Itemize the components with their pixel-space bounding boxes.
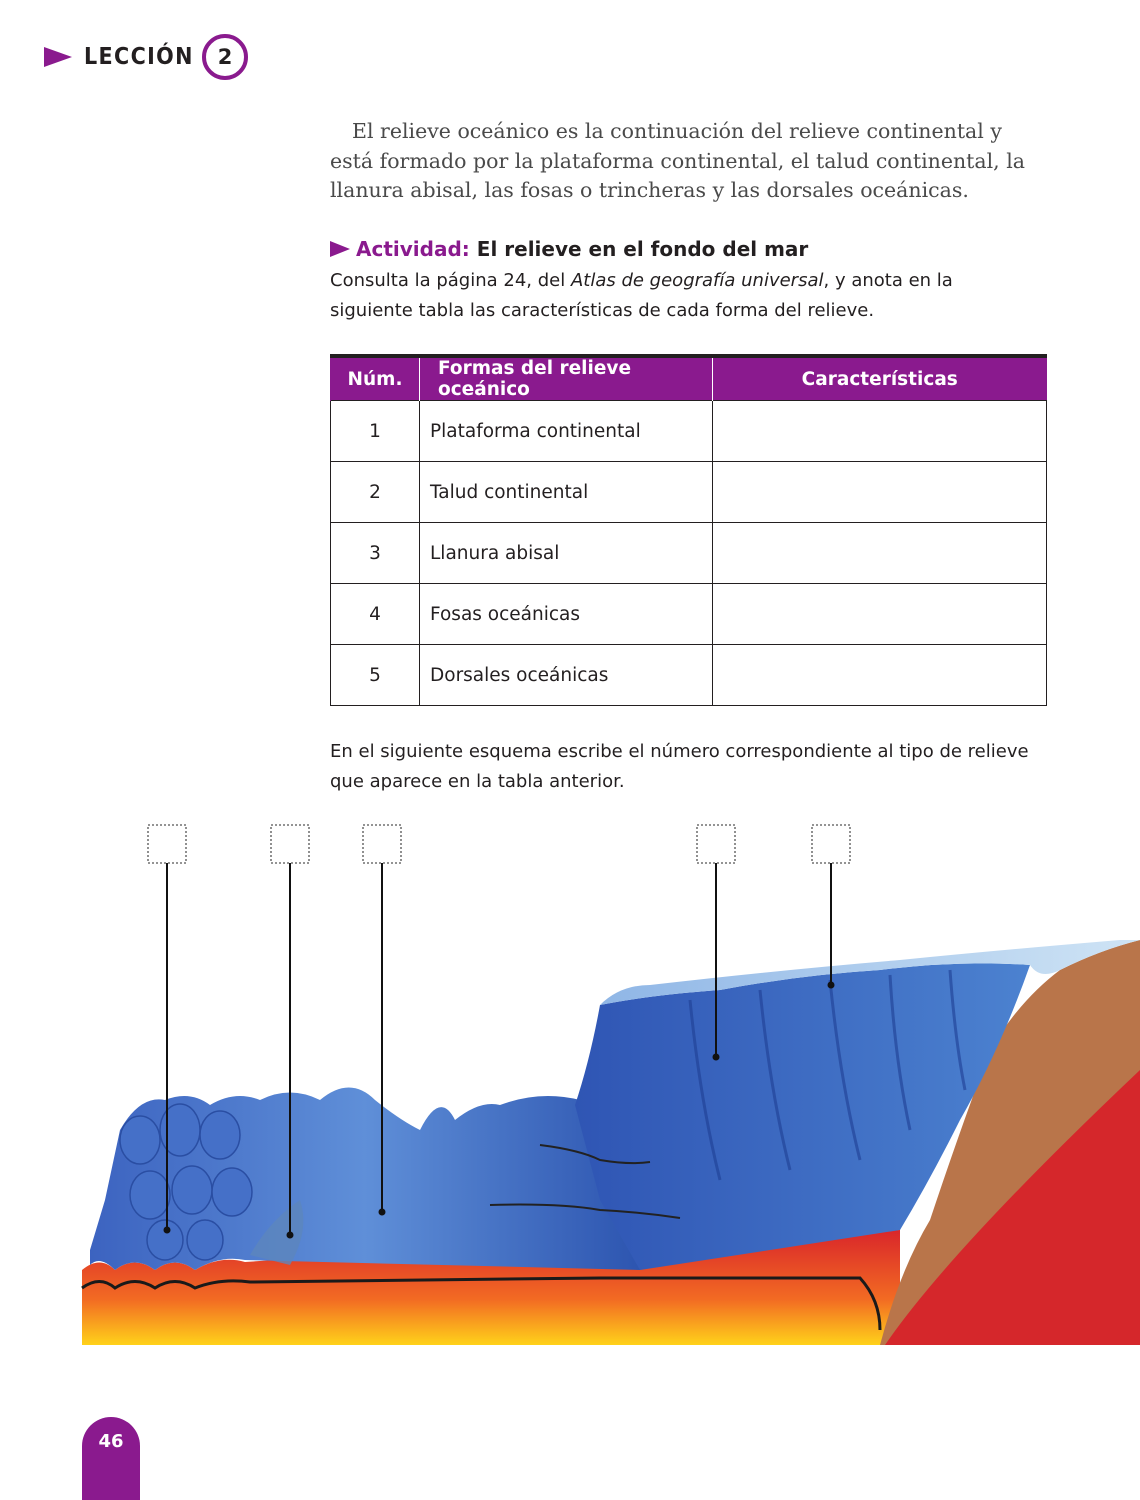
- intro-paragraph: El relieve oceánico es la continuación del relieve continental y está formado por la plataforma continental, el talud continental, la llanura abisal, las fosas o trincheras y las dorsales oceánicas.: [330, 119, 1025, 202]
- characteristics-cell[interactable]: [713, 584, 1047, 645]
- table-row: [331, 401, 1047, 462]
- row-forma: Plataforma continental: [420, 401, 713, 462]
- activity-label: Actividad:: [356, 237, 470, 261]
- table-row: [331, 462, 1047, 523]
- row-num: 5: [331, 645, 420, 706]
- page-number: 46: [98, 1431, 124, 1452]
- header-num: Núm.: [331, 356, 420, 401]
- activity-heading: El relieve en el fondo del mar: [476, 237, 809, 261]
- atlas-title: Atlas de geografía universal: [570, 270, 824, 291]
- table-header-row: [331, 356, 1047, 401]
- row-num: 1: [331, 401, 420, 462]
- relief-table: [330, 354, 1047, 706]
- characteristics-cell[interactable]: [713, 523, 1047, 584]
- row-forma: Fosas oceánicas: [420, 584, 713, 645]
- answer-box[interactable]: [271, 825, 309, 863]
- lesson-word: LECCIÓN: [84, 44, 194, 70]
- row-num: 4: [331, 584, 420, 645]
- table-row: [331, 645, 1047, 706]
- lesson-header: [44, 30, 248, 84]
- activity-title: [330, 237, 808, 261]
- arrow-icon: [330, 241, 350, 257]
- row-num: 3: [331, 523, 420, 584]
- instr-part-1: Consulta la página 24, del: [330, 270, 571, 291]
- ocean-relief-diagram: [0, 800, 1140, 1360]
- answer-box[interactable]: [812, 825, 850, 863]
- row-forma: Talud continental: [420, 462, 713, 523]
- lesson-number: 2: [217, 45, 233, 69]
- answer-box[interactable]: [697, 825, 735, 863]
- answer-boxes: [148, 825, 850, 863]
- header-forma: Formas del relieve oceánico: [420, 356, 713, 401]
- instr-part-2: , y anota en la siguiente tabla las características de cada forma del relieve.: [330, 270, 953, 321]
- header-caracteristicas: Características: [713, 356, 1047, 401]
- row-num: 2: [331, 462, 420, 523]
- answer-box[interactable]: [148, 825, 186, 863]
- activity-instructions: [330, 266, 1040, 325]
- answer-box[interactable]: [363, 825, 401, 863]
- arrow-icon: [44, 47, 72, 67]
- table-row: [331, 523, 1047, 584]
- characteristics-cell[interactable]: [713, 401, 1047, 462]
- lesson-number-badge: [202, 34, 248, 80]
- row-forma: Llanura abisal: [420, 523, 713, 584]
- table-row: [331, 584, 1047, 645]
- characteristics-cell[interactable]: [713, 462, 1047, 523]
- page-number-tab: [82, 1417, 140, 1500]
- characteristics-cell[interactable]: [713, 645, 1047, 706]
- row-forma: Dorsales oceánicas: [420, 645, 713, 706]
- scheme-instructions: En el siguiente esquema escribe el número correspondiente al tipo de relieve que aparece en la tabla anterior.: [330, 741, 1029, 792]
